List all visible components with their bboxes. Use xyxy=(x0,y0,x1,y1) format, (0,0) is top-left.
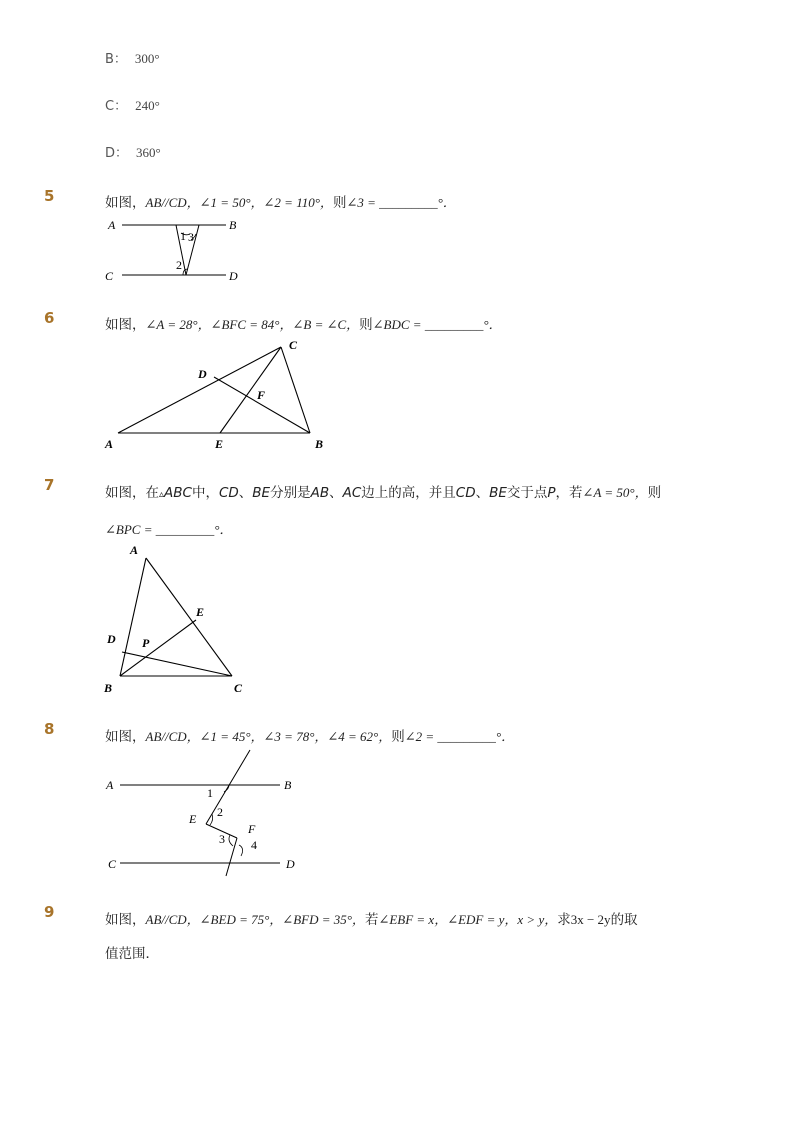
option-b-label: B： xyxy=(105,52,127,67)
option-d-label: D： xyxy=(105,146,129,161)
q7-sep3: 、 xyxy=(475,485,490,501)
q7-label-a: A xyxy=(130,543,139,557)
figure-q5 xyxy=(100,212,260,284)
q7-sep2: 、 xyxy=(329,485,343,501)
q9-mid2: 求 xyxy=(557,912,571,928)
q9-lead: 如图， xyxy=(105,912,146,928)
q7-abc: ABC xyxy=(164,485,192,501)
q8-label-d: D xyxy=(286,857,295,871)
figure-q7 xyxy=(100,540,260,700)
q9-mid: 若 xyxy=(364,912,379,928)
option-d-value: 360° xyxy=(136,145,161,160)
q6-math2: ∠BDC = _________°． xyxy=(372,317,502,332)
q6-label-c: C xyxy=(289,338,298,352)
q9-line2: 值范围． xyxy=(105,946,159,962)
q7-label-d: D xyxy=(107,632,116,646)
q5-math: AB//CD，∠1 = 50°，∠2 = 110°， xyxy=(145,195,333,210)
q7-mid1: 中， xyxy=(191,485,219,501)
q6-lead: 如图， xyxy=(105,317,146,333)
q5-label-d: D xyxy=(229,269,238,283)
q7-line2: ∠BPC = _________°． xyxy=(105,522,233,537)
option-c[interactable] xyxy=(105,95,160,114)
q7-ac: AC xyxy=(342,485,362,501)
option-c-label: C： xyxy=(105,99,128,114)
figure-q6 xyxy=(100,335,340,455)
q8-label-c: C xyxy=(108,857,117,871)
q7-lead: 如图，在 xyxy=(105,485,159,501)
question-9-line2 xyxy=(105,942,159,962)
q8-label-f: F xyxy=(248,822,256,836)
question-7-text xyxy=(105,481,661,501)
option-d[interactable] xyxy=(105,142,161,161)
q7-label-e: E xyxy=(196,605,205,619)
q9-end: 的取 xyxy=(610,912,638,928)
q5-label-3: 3 xyxy=(188,230,194,244)
q5-label-1: 1 xyxy=(180,229,186,243)
q7-ab: AB xyxy=(310,485,330,501)
question-number-6: 6 xyxy=(44,309,55,327)
option-b[interactable] xyxy=(105,48,160,67)
q7-mid5: ，若 xyxy=(555,485,583,501)
q5-label-b: B xyxy=(229,218,237,232)
q5-math2: ∠3 = _________°． xyxy=(346,195,456,210)
q8-label-1: 1 xyxy=(207,786,213,800)
q8-math2: ∠2 = _________°． xyxy=(404,729,515,744)
q7-math: ∠A = 50°， xyxy=(582,485,648,500)
q9-math: AB//CD，∠BED = 75°，∠BFD = 35°， xyxy=(145,912,365,927)
question-5-text xyxy=(105,191,456,211)
q7-mid2: 分别是 xyxy=(270,485,311,501)
q6-label-f: F xyxy=(257,388,266,402)
q7-triangle-symbol: ▵ xyxy=(159,489,165,500)
q6-label-d: D xyxy=(198,367,207,381)
q6-label-a: A xyxy=(105,437,114,451)
q5-lead: 如图， xyxy=(105,195,146,211)
question-8-text xyxy=(105,725,514,745)
q7-label-c: C xyxy=(234,681,243,695)
q9-math3: 3x − 2y xyxy=(570,912,611,927)
q9-math2: ∠EBF = x，∠EDF = y，x > y， xyxy=(378,912,558,927)
q7-then: 则 xyxy=(647,485,662,501)
q7-mid4: 交于点 xyxy=(506,485,548,501)
q6-label-b: B xyxy=(315,437,324,451)
q7-be: BE xyxy=(252,485,271,501)
option-b-value: 300° xyxy=(134,51,160,66)
question-6-text xyxy=(105,313,502,333)
q7-label-p: P xyxy=(142,636,150,650)
q8-label-4: 4 xyxy=(251,838,257,852)
q6-then: 则 xyxy=(359,317,373,333)
question-number-8: 8 xyxy=(44,720,55,738)
option-c-value: 240° xyxy=(135,98,160,113)
q6-math: ∠A = 28°，∠BFC = 84°，∠B = ∠C， xyxy=(145,317,360,332)
q7-sep1: 、 xyxy=(238,485,253,501)
q5-label-a: A xyxy=(108,218,116,232)
question-7-line2 xyxy=(105,519,232,538)
q8-math: AB//CD，∠1 = 45°，∠3 = 78°，∠4 = 62°， xyxy=(145,729,392,744)
figure-q8 xyxy=(100,748,320,880)
q8-label-b: B xyxy=(284,778,292,792)
q8-label-a: A xyxy=(106,778,114,792)
question-number-7: 7 xyxy=(44,476,55,494)
q7-cd2: CD xyxy=(455,485,476,501)
q8-label-e: E xyxy=(189,812,197,826)
q7-cd: CD xyxy=(218,485,239,501)
q8-label-3: 3 xyxy=(219,832,225,846)
q7-be2: BE xyxy=(489,485,507,501)
question-number-9: 9 xyxy=(44,903,55,921)
q5-label-c: C xyxy=(105,269,114,283)
question-number-5: 5 xyxy=(44,187,55,205)
q7-mid3: 边上的高，并且 xyxy=(361,485,456,501)
q7-label-b: B xyxy=(104,681,113,695)
question-9-text xyxy=(105,908,638,928)
q8-lead: 如图， xyxy=(105,729,146,745)
q5-label-2: 2 xyxy=(176,258,182,272)
q6-label-e: E xyxy=(215,437,224,451)
q8-then: 则 xyxy=(391,729,405,745)
q7-p: P xyxy=(547,485,556,501)
q5-then: 则 xyxy=(332,195,347,211)
q8-label-2: 2 xyxy=(217,805,223,819)
